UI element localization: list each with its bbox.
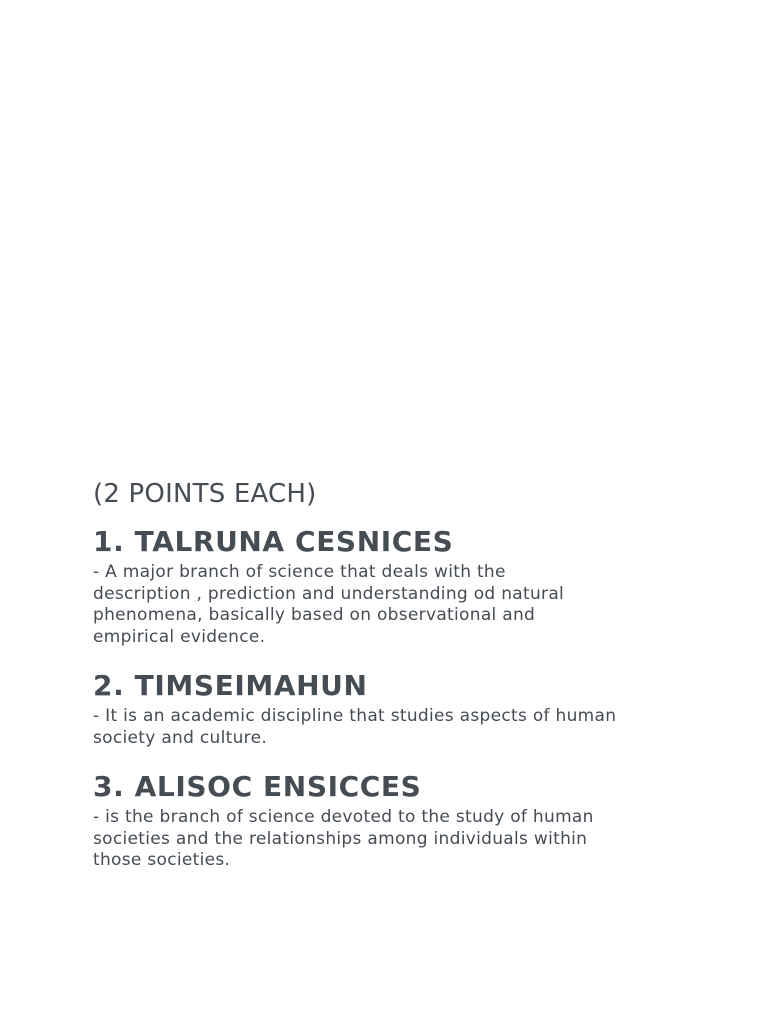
list-item [93,771,693,872]
document-body [93,478,693,894]
list-item [93,526,693,648]
item-title: 2. TIMSEIMAHUN [93,669,368,702]
points-heading: (2 POINTS EACH) [93,479,317,509]
item-description: - is the branch of science devoted to the study of human societies and the relationships among individuals within those societies. [93,807,594,870]
item-title: 3. ALISOC ENSICCES [93,770,422,803]
list-item [93,670,693,749]
item-description: - A major branch of science that deals with the description , prediction and understanding od natural phenomena, basically based on observational and empirical evidence. [93,562,565,647]
item-title: 1. TALRUNA CESNICES [93,525,454,558]
item-description: - It is an academic discipline that studies aspects of human society and culture. [93,706,617,748]
